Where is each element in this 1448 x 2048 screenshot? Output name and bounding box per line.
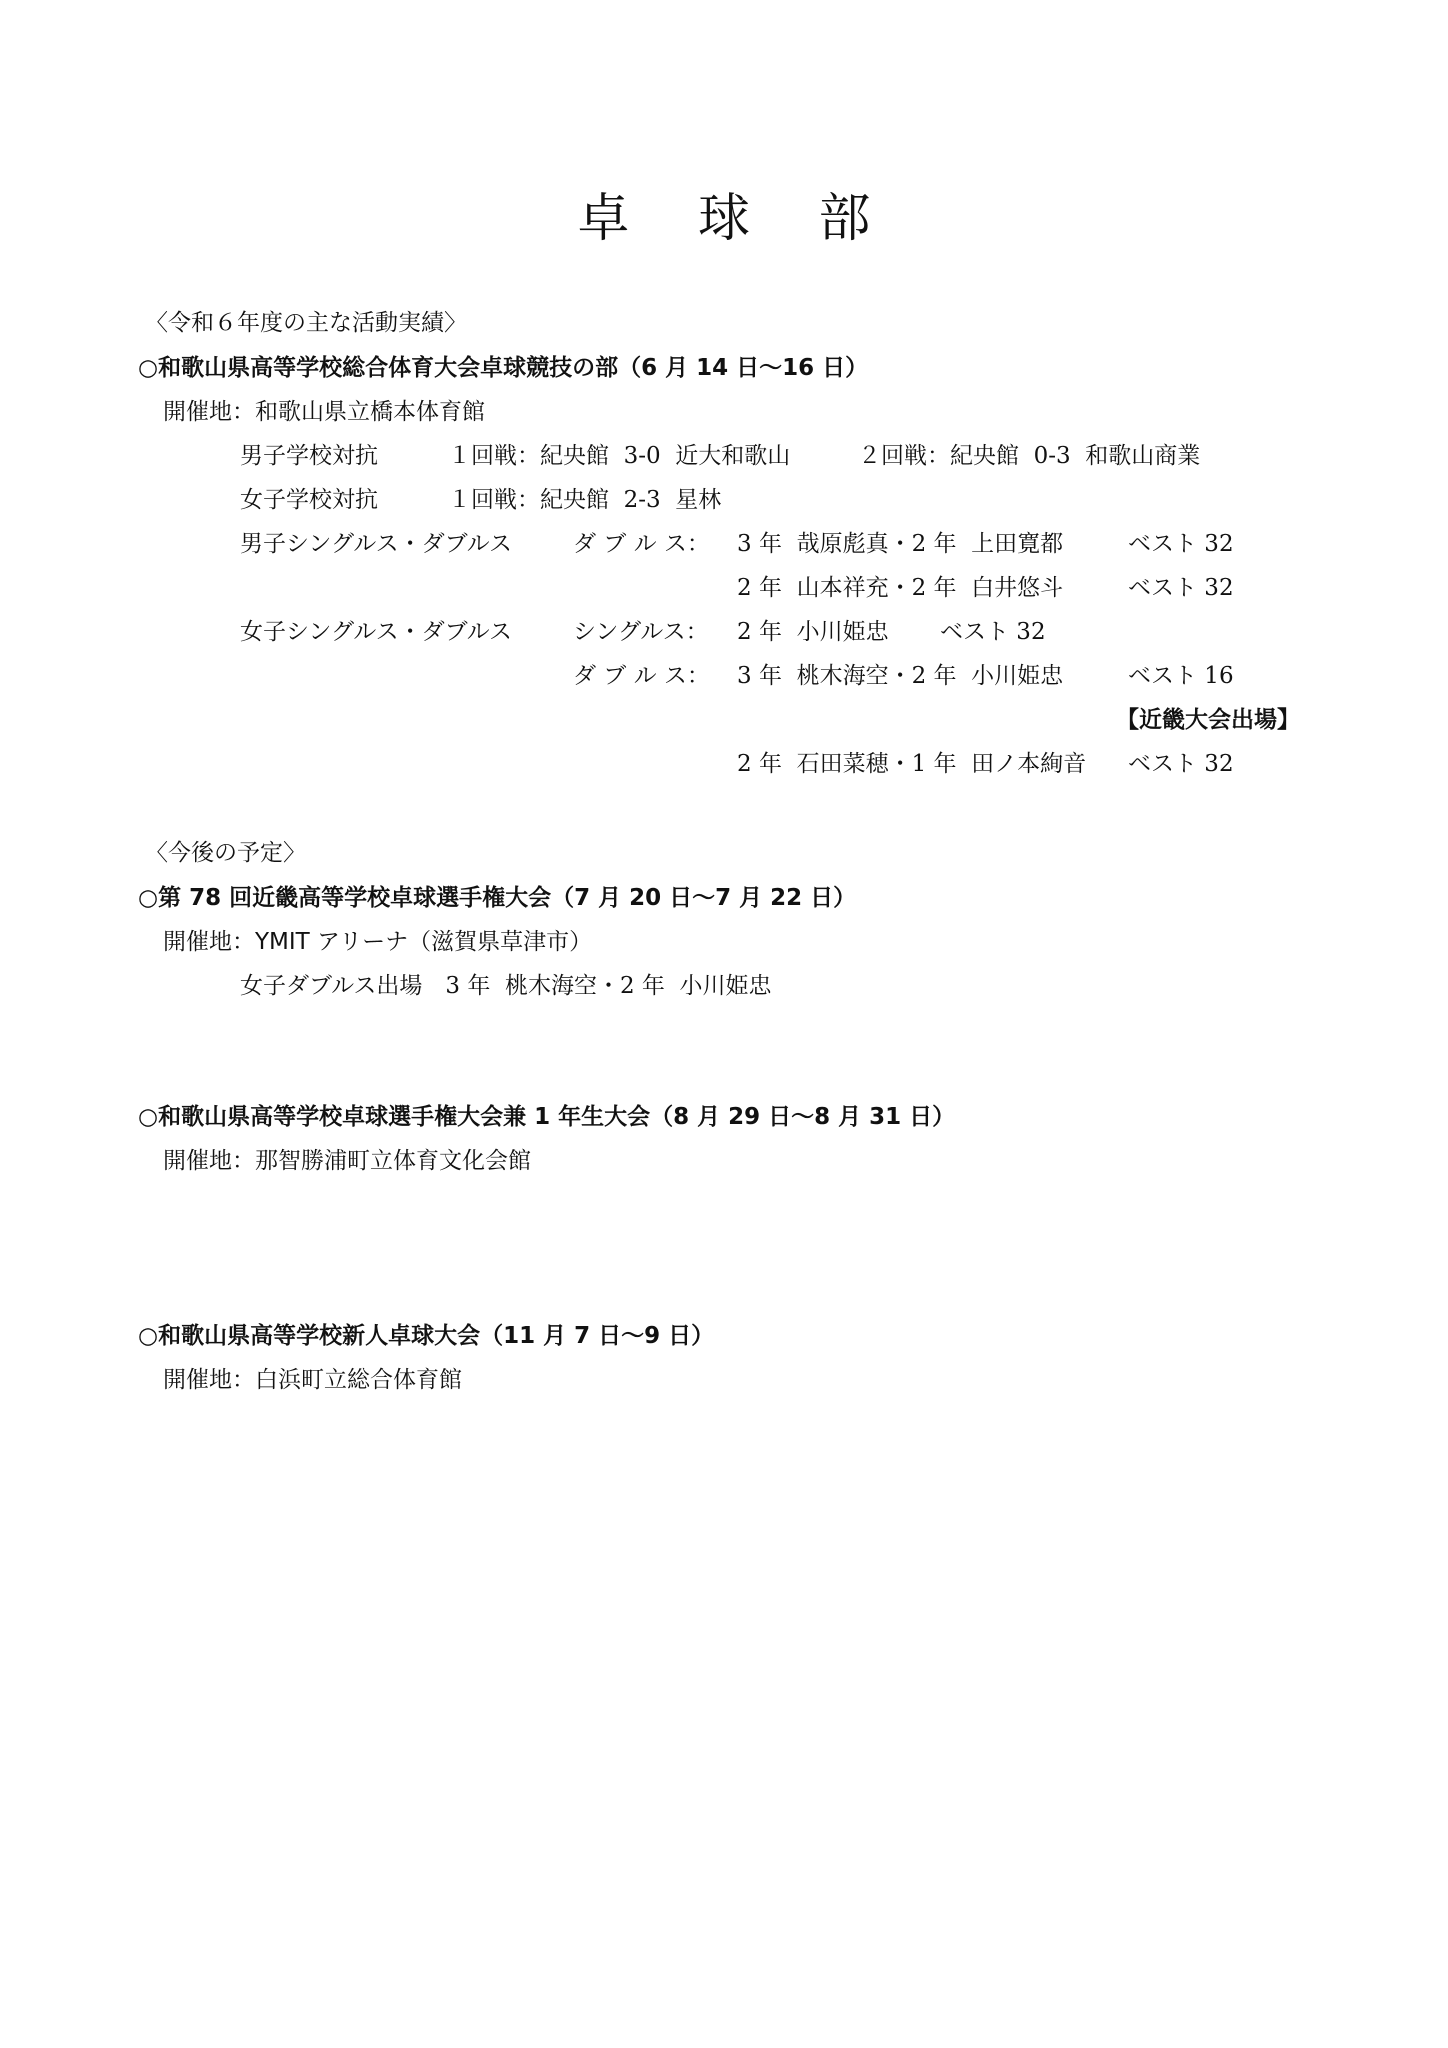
result-category: 女子シングルス・ダブルス: [240, 619, 512, 645]
result-category: 男子シングルス・ダブルス: [240, 531, 512, 557]
result-round1: １回戦：紀央館 3-0 近大和歌山: [448, 443, 791, 469]
result-category: 男子学校対抗: [240, 443, 378, 469]
event-heading: ○和歌山県高等学校総合体育大会卓球競技の部（6 月 14 日～16 日）: [138, 355, 869, 381]
result-players: 3 年 哉原彪真・2 年 上田寛都: [737, 531, 1064, 557]
result-rank: ベスト 32: [940, 619, 1046, 645]
schedule-event-venue: 開催地：白浜町立総合体育館: [163, 1367, 462, 1393]
schedule-event-venue: 開催地：YMIT アリーナ（滋賀県草津市）: [163, 929, 593, 955]
result-type: ダ ブ ル ス：: [573, 663, 710, 689]
result-round1: １回戦：紀央館 2-3 星林: [448, 487, 722, 513]
schedule-event-venue: 開催地：那智勝浦町立体育文化会館: [163, 1148, 531, 1174]
result-players: 2 年 山本祥充・2 年 白井悠斗: [737, 575, 1064, 601]
result-type: シングルス：: [573, 619, 709, 645]
result-rank: ベスト 16: [1128, 663, 1234, 689]
schedule-section-label: 〈今後の予定〉: [145, 840, 306, 866]
kinki-qualified-note: 【近畿大会出場】: [1116, 707, 1300, 733]
event-venue: 開催地：和歌山県立橋本体育館: [163, 399, 485, 425]
schedule-event-heading: ○第 78 回近畿高等学校卓球選手権大会（7 月 20 日～7 月 22 日）: [138, 885, 857, 911]
result-players: 3 年 桃木海空・2 年 小川姫忠: [737, 663, 1064, 689]
result-rank: ベスト 32: [1128, 575, 1234, 601]
result-rank: ベスト 32: [1128, 751, 1234, 777]
schedule-event-detail: 女子ダブルス出場 3 年 桃木海空・2 年 小川姫忠: [240, 973, 772, 999]
page-title: 卓 球 部: [577, 189, 897, 249]
result-round2: ２回戦：紀央館 0-3 和歌山商業: [858, 443, 1201, 469]
achievements-section-label: 〈令和６年度の主な活動実績〉: [145, 310, 467, 336]
result-category: 女子学校対抗: [240, 487, 378, 513]
result-type: ダ ブ ル ス：: [573, 531, 710, 557]
result-rank: ベスト 32: [1128, 531, 1234, 557]
result-players: 2 年 石田菜穂・1 年 田ノ本絢音: [737, 751, 1087, 777]
schedule-event-heading: ○和歌山県高等学校卓球選手権大会兼 1 年生大会（8 月 29 日～8 月 31 日）: [138, 1104, 956, 1130]
schedule-event-heading: ○和歌山県高等学校新人卓球大会（11 月 7 日～9 日）: [138, 1323, 715, 1349]
result-players: 2 年 小川姫忠: [737, 619, 889, 645]
